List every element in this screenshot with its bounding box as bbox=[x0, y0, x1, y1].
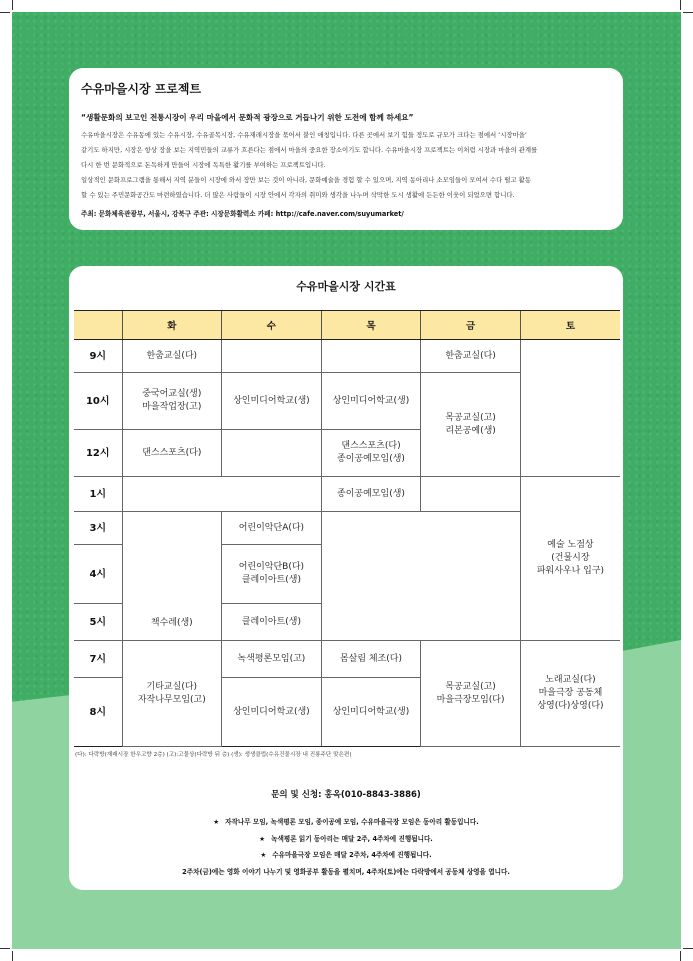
cell-wed-12 bbox=[222, 430, 322, 477]
schedule-card bbox=[69, 266, 623, 890]
cell-thu-1: 종이공예모임(생) bbox=[321, 477, 421, 512]
header-day-wed: 수 bbox=[222, 311, 322, 340]
crop-mark bbox=[12, 951, 13, 961]
time-label: 9시 bbox=[74, 340, 122, 373]
cell-text: 댄스스포츠(다) 종이공예모임(생) bbox=[337, 441, 405, 464]
timetable bbox=[74, 310, 620, 747]
contact-info: 문의 및 신청: 홍옥(010-8843-3886) bbox=[271, 790, 421, 800]
cell-tue-9: 한춤교실(다) bbox=[122, 340, 222, 373]
cell-thu-8: 상인미디어학교(생) bbox=[321, 678, 421, 747]
crop-mark bbox=[680, 0, 681, 10]
intro-paragraph-line: 수유마을시장은 수유동에 있는 수유시장, 수유골목시장, 수유재래시장을 묶어서 붙인 애칭입니다. 다른 곳에서 보기 힘들 정도로 규모가 크다는 점에서 ‘시장마을’ bbox=[81, 131, 527, 139]
cell-fri-10-12 bbox=[421, 373, 521, 477]
timetable-row bbox=[74, 641, 620, 678]
cell-wed-9 bbox=[222, 340, 322, 373]
notes bbox=[69, 814, 623, 880]
time-label: 7시 bbox=[74, 641, 122, 678]
note-item bbox=[69, 847, 623, 864]
cell-text: 중국어교실(생) 마을작업장(고) bbox=[142, 389, 202, 412]
cell-sat-1-5 bbox=[520, 477, 620, 641]
cell-wed-8: 상인미디어학교(생) bbox=[222, 678, 322, 747]
time-label: 10시 bbox=[74, 373, 122, 430]
cell-tue-3-5 bbox=[122, 512, 222, 641]
note-text: 자작나무 모임, 녹색평론 모임, 종이공예 모임, 수유마을극장 모임은 동아리 활동입니다. bbox=[225, 818, 479, 826]
intro-paragraph-line: 다시 한 번 문화적으로 돈독하게 만들어 시장에 독특한 활기를 부여하는 프로젝트입니다. bbox=[81, 161, 326, 169]
note-text: 수유마을극장 모임은 매달 2주차, 4주차에 진행됩니다. bbox=[272, 851, 432, 859]
cell-thu-9 bbox=[321, 340, 421, 373]
cell-fri-7-8 bbox=[421, 641, 521, 747]
time-label: 12시 bbox=[74, 430, 122, 477]
intro-paragraph-line: 할 수 있는 주민문화공간도 마련하였습니다. 더 많은 사람들이 시장 안에서 각자의 취미와 생각을 나누며 삭막한 도시 생활에 든든한 이웃이 되었으면 합니다. bbox=[81, 191, 515, 199]
timetable-row bbox=[74, 477, 620, 512]
crop-mark bbox=[683, 12, 693, 13]
cell-wed-7: 녹색평론모임(고) bbox=[222, 641, 322, 678]
star-icon: ★ bbox=[260, 851, 267, 859]
cell-text: 기타교실(다) 자작나무모임(고) bbox=[137, 681, 206, 705]
cell-sat-7-8 bbox=[520, 641, 620, 747]
cell-thu-12 bbox=[321, 430, 421, 477]
cell-tue-7-8 bbox=[122, 641, 222, 747]
intro-body bbox=[81, 128, 613, 203]
cell-wed-4 bbox=[222, 545, 322, 604]
timetable-row bbox=[74, 340, 620, 373]
timetable-header-row bbox=[74, 311, 620, 340]
crop-mark bbox=[0, 12, 10, 13]
cell-tue-10 bbox=[122, 373, 222, 430]
cell-text: 책수레(생) bbox=[150, 618, 193, 628]
header-corner bbox=[74, 311, 122, 340]
time-label: 8시 bbox=[74, 678, 122, 747]
crop-mark bbox=[683, 948, 693, 949]
cell-thu-fri-3-5 bbox=[321, 512, 520, 641]
intro-title: 수유마을시장 프로젝트 bbox=[81, 82, 202, 96]
cell-wed-10: 상인미디어학교(생) bbox=[222, 373, 322, 430]
cell-thu-7: 몸살림 체조(다) bbox=[321, 641, 421, 678]
header-day-thu: 목 bbox=[321, 311, 421, 340]
intro-paragraph-line: 일상적인 문화프로그램을 통해서 지역 분들이 시장에 와서 장만 보는 것이 아니라, 문화예술을 경험 할 수 있으며, 지역 동아리나 소모임들이 모여서 수다 떨고 활동 bbox=[81, 176, 532, 184]
star-icon: ★ bbox=[213, 818, 220, 826]
cell-fri-1 bbox=[421, 477, 521, 512]
cell-tue-12: 댄스스포츠(다) bbox=[122, 430, 222, 477]
cell-text: 목공교실(고) 마을극장모임(다) bbox=[436, 681, 505, 705]
cell-wed-3: 어린이악단A(다) bbox=[222, 512, 322, 545]
cell-wed-5: 클레이아트(생) bbox=[222, 604, 322, 641]
timetable-legend: (다): 다락방(재래시장 한우고향 2층) (고):고물상(다락방 뒤 층) (생): 생생클럽(수유건물시장 내 진룡주단 맞은편) bbox=[75, 752, 352, 758]
intro-quote: “생활문화의 보고인 전통시장이 우리 마을에서 문화적 광장으로 거듭나기 위한 도전에 함께 하세요” bbox=[81, 113, 414, 122]
time-label: 1시 bbox=[74, 477, 122, 512]
cell-tue-wed-1 bbox=[122, 477, 321, 512]
crop-mark bbox=[680, 951, 681, 961]
header-day-tue: 화 bbox=[122, 311, 222, 340]
cell-sat-9-12 bbox=[520, 340, 620, 477]
intro-paragraph-line: 같기도 하지만, 시장은 항상 장을 보는 지역민들의 교류가 흐른다는 점에서 마을의 중요한 장소이기도 합니다. 수유마을시장 프로젝트는 이처럼 시장과 마을의 관계를 bbox=[81, 146, 538, 154]
crop-mark bbox=[0, 948, 10, 949]
cell-thu-10: 상인미디어학교(생) bbox=[321, 373, 421, 430]
header-day-sat: 토 bbox=[520, 311, 620, 340]
crop-mark bbox=[12, 0, 13, 10]
star-icon: ★ bbox=[259, 834, 266, 843]
cell-text: 어린이악단B(다) 클레이아트(생) bbox=[238, 562, 305, 585]
time-label: 3시 bbox=[74, 512, 122, 545]
intro-credit: 주최: 문화체육관광부, 서울시, 강북구 주관: 시장문화활력소 카페: http://cafe.naver.com/suyumarket/ bbox=[81, 210, 404, 218]
header-day-fri: 금 bbox=[421, 311, 521, 340]
cell-fri-9: 한춤교실(다) bbox=[421, 340, 521, 373]
note-text: 녹색평론 읽기 동아리는 매달 2주, 4주차에 진행됩니다. bbox=[271, 834, 433, 843]
schedule-title: 수유마을시장 시간표 bbox=[296, 280, 396, 293]
cell-text: 목공교실(고) 리본공예(생) bbox=[445, 412, 496, 436]
time-label: 4시 bbox=[74, 545, 122, 604]
time-label: 5시 bbox=[74, 604, 122, 641]
note-item bbox=[69, 814, 623, 831]
note-item bbox=[69, 831, 623, 848]
note-text-last: 2주차(금)에는 영화 이야기 나누기 및 영화공부 활동을 펼치며, 4주차(토)에는 다락방에서 공동체 상영을 엽니다. bbox=[182, 867, 510, 876]
project-intro-card bbox=[69, 68, 623, 230]
cell-text: 예술 노점상 (건물시장 파워사우나 입구) bbox=[536, 540, 605, 576]
cell-text: 노래교실(다) 마을극장 공동체 상영(다)상영(다) bbox=[537, 675, 604, 711]
